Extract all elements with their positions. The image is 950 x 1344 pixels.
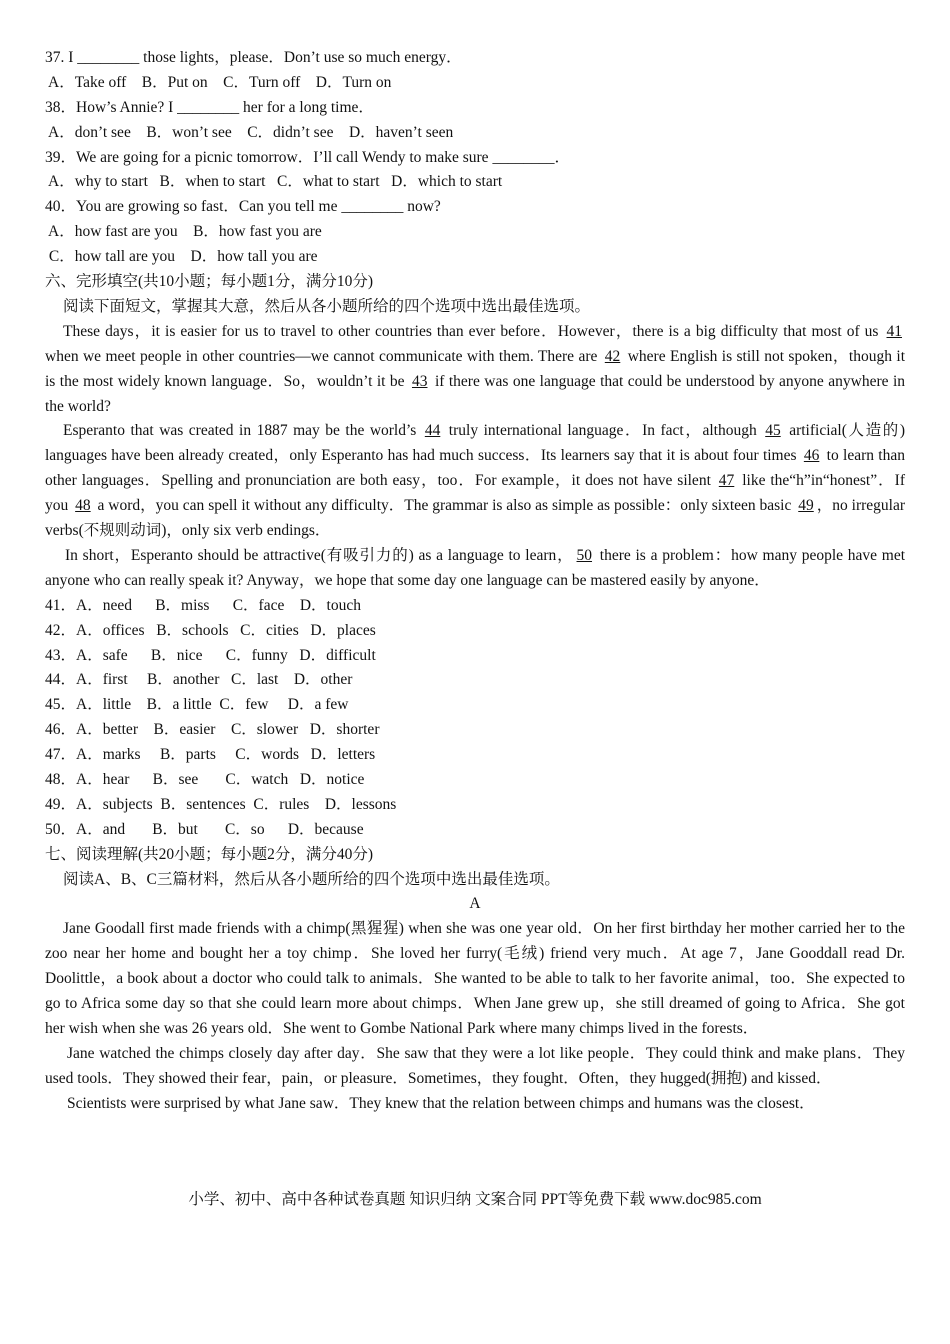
blank-50: 50 [576,546,593,564]
question-options: A．Take off B．Put on C．Turn off D．Turn on [45,73,392,91]
blank-48: 48 [75,497,91,515]
cloze-option-row: 49．A．subjects B．sentences C．rules D．lessons [45,795,397,813]
cloze-option-row: 48．A．hear B．see C．watch D．notice [45,771,365,788]
question-stem: 40．You are growing so fast．Can you tell me ________ now? [45,198,441,216]
passage-label: A [469,895,481,913]
blank-49: 49 [798,497,814,515]
cloze-paragraph-2: Esperanto that was created in 1887 may be the world’s 44 truly international language．In fact，although 45 artificial(人造的) languages have been already created，only Esperanto has had much success．Its learners say that it is about four times 46 to learn than other languages．Spelling and pronunciation are both easy，too．For example，it does not have silent 47 like the“h”in“honest”．If you 48 a word，you can spell it without any difficulty．The grammar is also as simple as possible：only sixteen basic 49 ，no irregular verbs(不规则动词)，only six verb endings． [45,422,906,540]
blank-42: 42 [604,347,621,365]
question-options: C．how tall are you D．how tall you are [45,248,318,266]
cloze-option-row: 46．A．better B．easier C．slower D．shorter [45,721,380,739]
cloze-options [45,594,905,843]
blank-45: 45 [765,422,781,440]
reading-paragraph: Jane Goodall first made friends with a chimp(黑猩猩) when she was one year old．On her first birthday her mother carried her to the zoo near her home and bought her a toy chimp．She loved her furry(毛绒) friend very much．At age 7，Jane Gooddall read Dr. Doolittle，a book about a doctor who could talk to animals．She wanted to be able to talk to her favorite animal，too．She expected to go to Africa some day so that she could learn more about chimps．When Jane grew up，she still dreamed of going to Africa．She got her wish when she was 26 years old．She went to Gombe National Park where many chimps lived in the forests． [45,920,905,1037]
question-38 [45,96,905,146]
reading-paragraph: Jane watched the chimps closely day after day．She saw that they were a lot like people．They could think and make plans．They used tools．They showed their fear，pain，or pleasure．Sometimes，they fought．Often，they hugged(拥抱) and kissed． [45,1044,905,1087]
cloze-option-row: 47．A．marks B．parts C．words D．letters [45,746,376,764]
question-options: A．why to start B．when to start C．what to start D．which to start [45,173,503,191]
cloze-option-row: 45．A．little B．a little C．few D．a few [45,696,349,714]
cloze-paragraph-1: These days，it is easier for us to travel to other countries than ever before．However，there is a big difficulty that most of us 41 when we meet people in other countries—we cannot communicate with them. There are 42 where English is still not spoken，though it is the most widely known language．So，wouldn’t it be 43 if there was one language that could be understood by anyone anywhere in the world? [45,322,905,415]
question-options: A．how fast are you B．how fast you are [45,223,322,241]
section-6-heading: 六、完形填空(共10小题；每小题1分，满分10分) [45,273,374,291]
question-stem: 37. I ________ those lights，please．Don’t use so much energy． [45,49,462,66]
cloze-paragraph-3: In short，Esperanto should be attractive(有吸引力的) as a language to learn， 50 there is a problem：how many people have met anyone who can really speak it? Anyway，we hope that some day one language can be mastered easily by anyone． [45,546,906,589]
question-stem: 39．We are going for a picnic tomorrow．I’ll call Wendy to make sure ________． [45,148,570,166]
cloze-option-row: 43．A．safe B．nice C．funny D．difficult [45,646,376,664]
question-39 [45,146,905,196]
reading-paragraph: Scientists were surprised by what Jane saw．They knew that the relation between chimps and humans was the closest． [67,1094,815,1112]
question-37 [45,46,905,96]
section-7-instruction: 阅读A、B、C三篇材料，然后从各小题所给的四个选项中选出最佳选项。 [63,870,560,888]
blank-44: 44 [424,422,441,440]
blank-46: 46 [803,447,820,465]
cloze-option-row: 50．A．and B．but C．so D．because [45,820,364,838]
question-stem: 38．How’s Annie? I ________ her for a long time． [45,98,374,116]
section-6-instruction: 阅读下面短文，掌握其大意，然后从各小题所给的四个选项中选出最佳选项。 [63,297,591,315]
question-options: A．don’t see B．won’t see C．didn’t see D．haven’t seen [45,123,454,141]
question-40 [45,195,905,270]
section-7-heading: 七、阅读理解(共20小题；每小题2分，满分40分) [45,845,374,863]
blank-43: 43 [411,372,428,390]
cloze-option-row: 44．A．first B．another C．last D．other [45,671,353,689]
blank-41: 41 [886,322,902,340]
cloze-option-row: 42．A．offices B．schools C．cities D．places [45,621,376,639]
blank-47: 47 [718,472,735,490]
exam-page [45,46,905,1117]
cloze-option-row: 41．A．need B．miss C．face D．touch [45,596,361,614]
page-footer: 小学、初中、高中各种试卷真题 知识归纳 文案合同 PPT等免费下载 www.doc985.com [188,1191,762,1208]
